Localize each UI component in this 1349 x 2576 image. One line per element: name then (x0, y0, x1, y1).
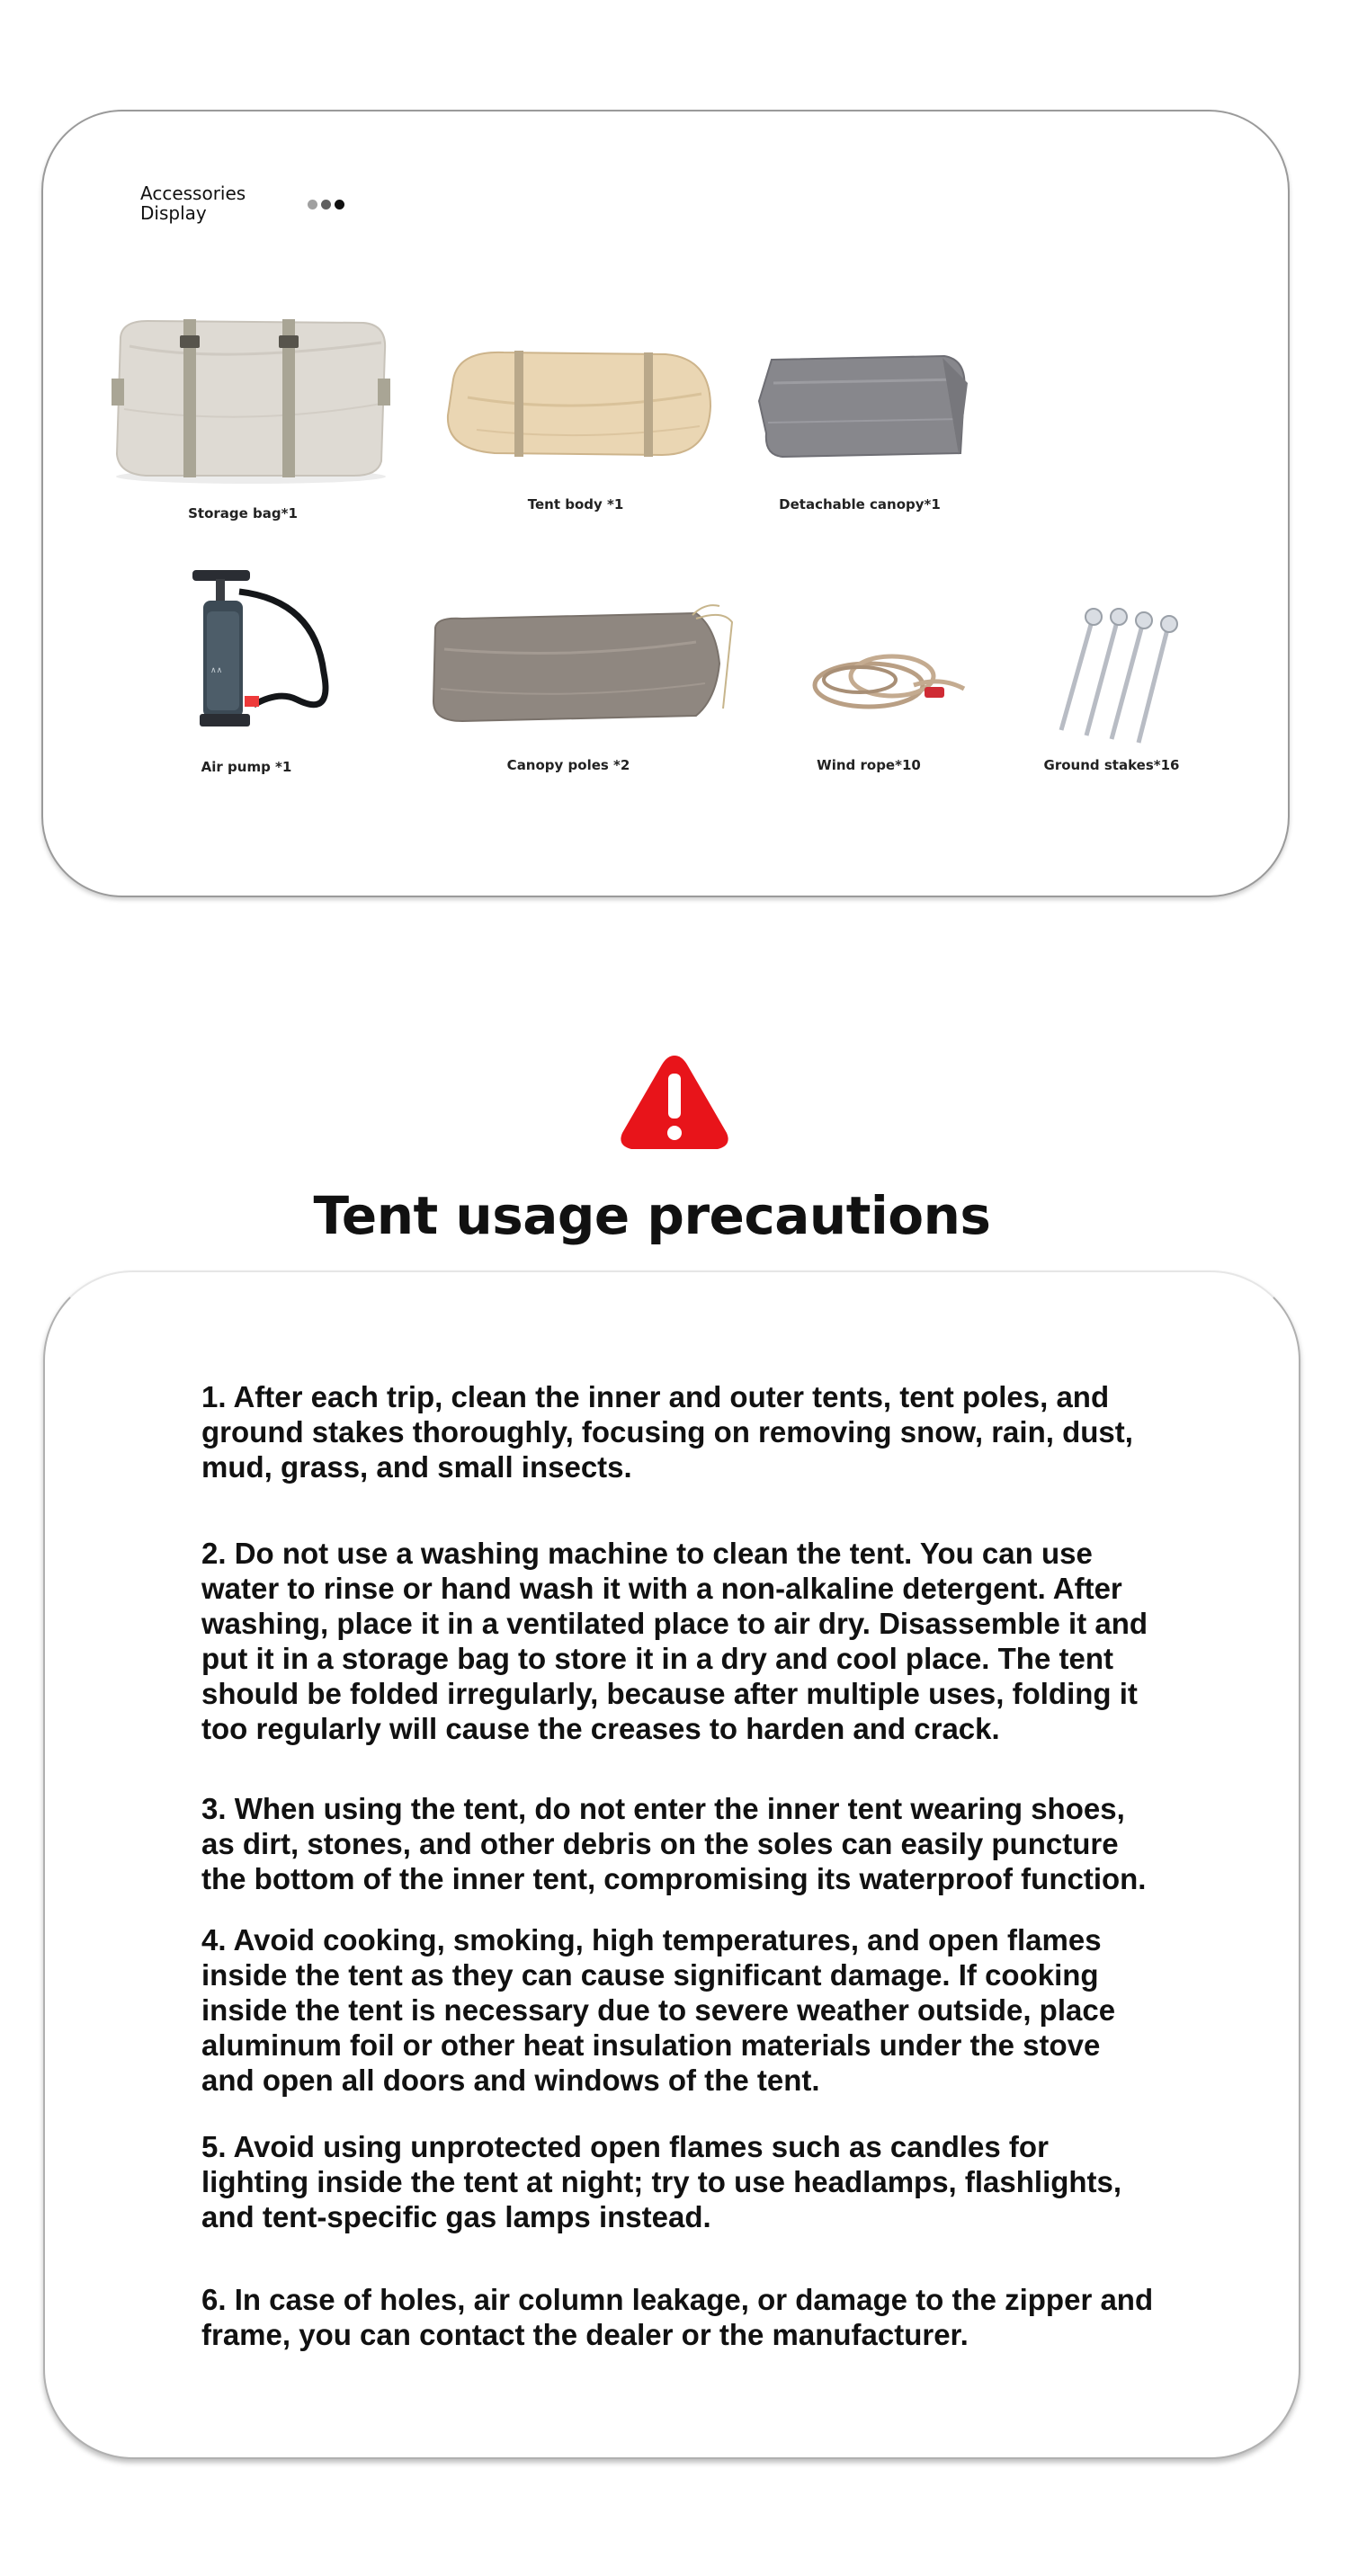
carousel-dots[interactable] (308, 200, 344, 209)
wind-rope-icon (806, 640, 973, 721)
canopy-icon (755, 347, 971, 462)
canopy-poles-icon (426, 601, 741, 732)
svg-text:∧∧: ∧∧ (210, 666, 223, 675)
accessories-title: Accessories Display (140, 183, 246, 224)
precaution-item: 1. After each trip, clean the inner and outer tents, tent poles, and ground stakes thoroughly, focusing on removing snow, rain, dust, mud, grass, and small insects. (201, 1380, 1133, 1484)
item-label: Air pump *1 (201, 759, 292, 775)
item-label: Canopy poles *2 (506, 757, 630, 773)
item-label: Storage bag*1 (188, 505, 298, 521)
carousel-dot[interactable] (308, 200, 317, 209)
carousel-dot[interactable] (321, 200, 331, 209)
tent-body-icon (441, 343, 719, 464)
storage-bag-icon (112, 310, 390, 490)
item-label: Tent body *1 (527, 496, 624, 513)
precaution-item: 2. Do not use a washing machine to clean the tent. You can use water to rinse or hand wash it with a non-alkaline detergent. After washing, place it in a ventilated place to air dry. Disassemble it and put it in a storage bag to store it in a dry and cool place. The tent should be folded irregularly, because after multiple uses, folding it too regularly will cause the creases to harden and crack. (201, 1537, 1148, 1745)
precaution-item: 4. Avoid cooking, smoking, high temperatures, and open flames inside the tent as they can cause significant damage. If cooking inside the tent is necessary due to severe weather outside, place aluminum foil or other heat insulation materials under the stove and open all doors and windows of the tent. (201, 1923, 1116, 2097)
warning-icon (617, 1050, 732, 1153)
carousel-dot[interactable] (335, 200, 344, 209)
precaution-item: 5. Avoid using unprotected open flames such as candles for lighting inside the tent at night; try to use headlamps, flashlights, and tent-specific gas lamps instead. (201, 2130, 1122, 2233)
item-label: Ground stakes*16 (1043, 757, 1180, 773)
precaution-item: 6. In case of holes, air column leakage, or damage to the zipper and frame, you can contact the dealer or the manufacturer. (201, 2283, 1154, 2351)
item-label: Detachable canopy*1 (779, 496, 941, 513)
item-label: Wind rope*10 (817, 757, 921, 773)
precaution-item: 3. When using the tent, do not enter the inner tent wearing shoes, as dirt, stones, and other debris on the soles can easily puncture the bottom of the inner tent, compromising its waterproof function. (201, 1792, 1147, 1895)
ground-stakes-icon (1052, 604, 1193, 748)
accessories-card (41, 110, 1290, 897)
air-pump-icon (189, 565, 360, 735)
page-title: Tent usage precautions (313, 1185, 991, 1246)
